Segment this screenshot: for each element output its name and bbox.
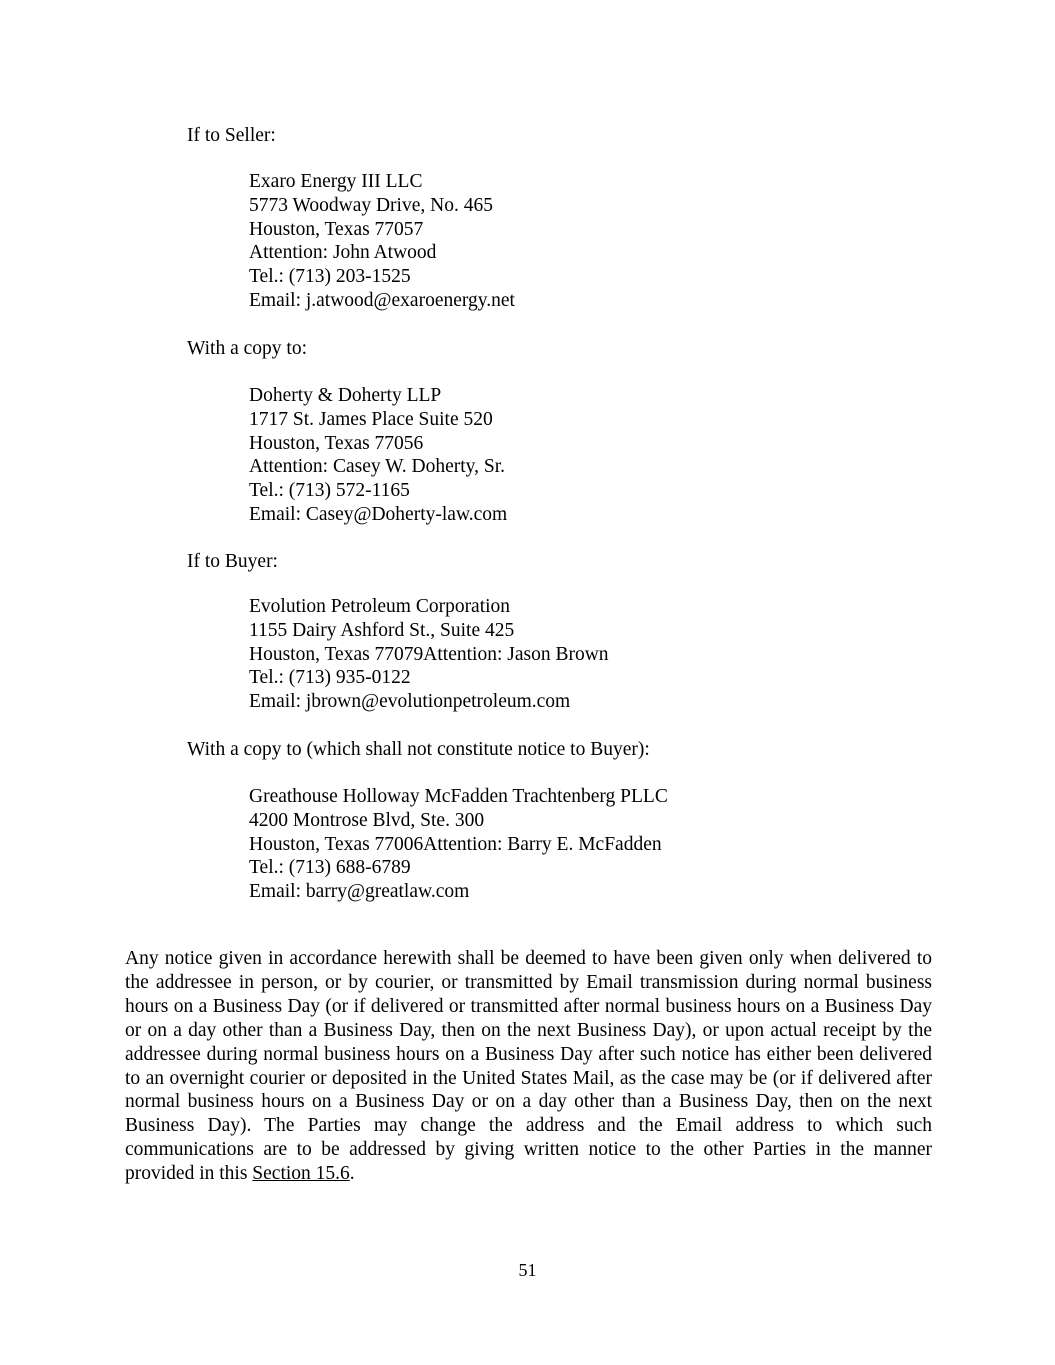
- seller-company: Exaro Energy III LLC: [249, 171, 423, 192]
- buyer-copy-city-attention: Houston, Texas 77006Attention: Barry E. McFadden: [249, 833, 662, 855]
- seller-copy-email: Email: Casey@Doherty-law.com: [249, 503, 508, 525]
- seller-copy-street: 1717 St. James Place Suite 520: [249, 408, 493, 430]
- buyer-copy-company: Greathouse Holloway McFadden Trachtenberg PLLC: [249, 786, 668, 807]
- seller-label: If to Seller:: [187, 125, 276, 146]
- buyer-address-block: [249, 595, 609, 714]
- seller-attention: Attention: John Atwood: [249, 242, 437, 264]
- seller-city: Houston, Texas 77057: [249, 218, 424, 240]
- notice-paragraph-text: Any notice given in accordance herewith shall be deemed to have been given only when delivered to the addressee in person, or by courier, or transmitted by Email transmission during normal business hours on a Business Day (or if delivered or transmitted after normal business hours on a Business Day or on a day other than a Business Day, then on the next Business Day), or upon actual receipt by the addressee during normal business hours on a Business Day after such notice has either been delivered to an overnight courier or deposited in the United States Mail, as the case may be (or if delivered after normal business hours on a Business Day or on a day other than a Business Day, then on the next Business Day). The Parties may change the address and the Email address to which such communications are to be addressed by giving written notice to the other Parties in the manner provided in this: [125, 948, 932, 1185]
- buyer-copy-street: 4200 Montrose Blvd, Ste. 300: [249, 809, 485, 831]
- buyer-copy-address-block: [249, 785, 668, 904]
- buyer-copy-email: Email: barry@greatlaw.com: [249, 881, 470, 903]
- seller-phone: Tel.: (713) 203-1525: [249, 266, 411, 288]
- notice-paragraph: [125, 947, 932, 1186]
- buyer-street: 1155 Dairy Ashford St., Suite 425: [249, 619, 515, 641]
- seller-email: Email: j.atwood@exaroenergy.net: [249, 289, 515, 311]
- seller-copy-city: Houston, Texas 77056: [249, 432, 424, 454]
- buyer-copy-label: With a copy to (which shall not constitute notice to Buyer):: [187, 739, 650, 760]
- page-number: 51: [518, 1260, 537, 1280]
- section-reference-link[interactable]: Section 15.6: [252, 1163, 350, 1185]
- seller-street: 5773 Woodway Drive, No. 465: [249, 194, 493, 216]
- buyer-label: If to Buyer:: [187, 551, 278, 572]
- seller-copy-address-block: [249, 384, 507, 527]
- notice-paragraph-end: .: [349, 1163, 355, 1185]
- seller-copy-label: With a copy to:: [187, 338, 307, 359]
- buyer-copy-phone: Tel.: (713) 688-6789: [249, 857, 411, 879]
- seller-copy-attention: Attention: Casey W. Doherty, Sr.: [249, 456, 506, 478]
- seller-address-block: [249, 170, 515, 313]
- buyer-email: Email: jbrown@evolutionpetroleum.com: [249, 691, 571, 713]
- buyer-phone: Tel.: (713) 935-0122: [249, 667, 411, 689]
- buyer-city-attention: Houston, Texas 77079Attention: Jason Brown: [249, 643, 609, 665]
- seller-copy-company: Doherty & Doherty LLP: [249, 385, 442, 406]
- seller-copy-phone: Tel.: (713) 572-1165: [249, 480, 410, 502]
- buyer-company: Evolution Petroleum Corporation: [249, 596, 511, 617]
